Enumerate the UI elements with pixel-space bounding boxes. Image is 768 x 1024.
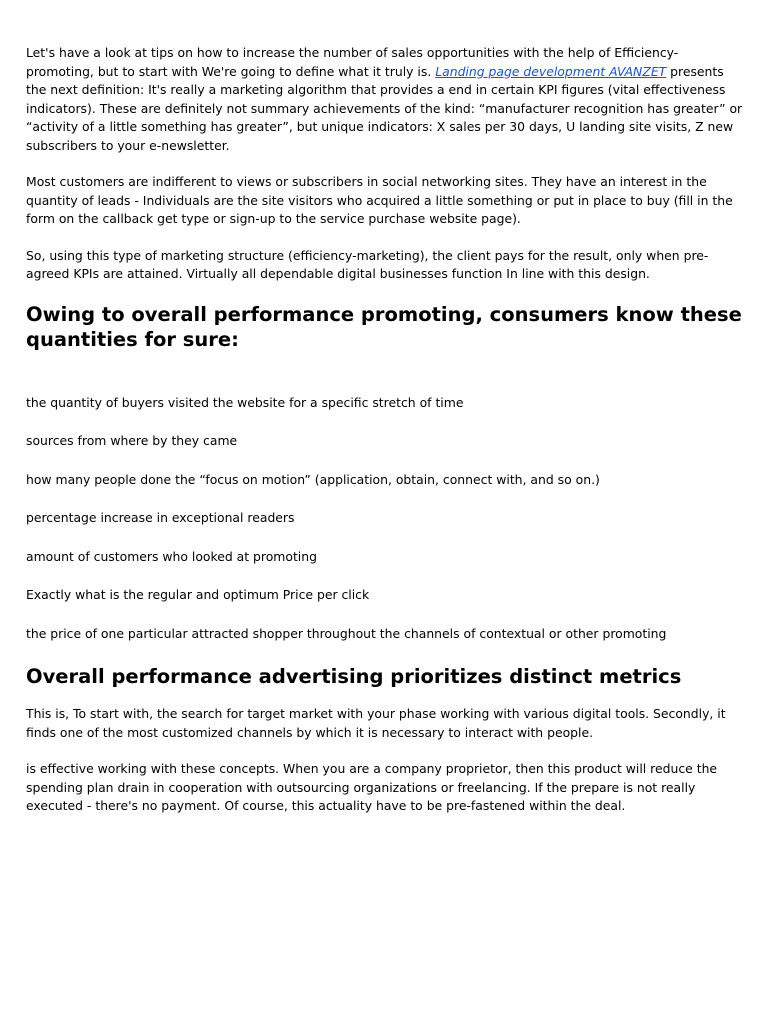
list-item: percentage increase in exceptional readers (26, 510, 295, 526)
list-item: the price of one particular attracted shopper throughout the channels of contextual or other promoting (26, 626, 667, 642)
concepts-paragraph: is effective working with these concepts. When you are a company proprietor, then this product will reduce the spending plan drain in cooperation with outsourcing organizations or freelancing. If the prepare is not really executed - there's no payment. Of course, this actuality have to be pre-fastened within the deal. (26, 761, 718, 814)
intro-text-before-link: Let's have a look at tips on how to increase the number of sales opportunities with the help of Efficiency-promoting, but to start with We're going to define what it truly is. (26, 45, 679, 79)
leads-paragraph: Most customers are indifferent to views or subscribers in social networking sites. They have an interest in the quantity of leads - Individuals are the site visitors who acquired a little something or put in place to buy (fill in the form on the callback get type or sign-up to the service purchase website page). (26, 174, 733, 226)
list-item: Exactly what is the regular and optimum Price per click (26, 587, 370, 603)
list-item: amount of customers who looked at promoting (26, 548, 317, 564)
section-heading-metrics: Overall performance advertising prioritizes distinct metrics (26, 664, 682, 688)
kpi-paragraph: So, using this type of marketing structure (efficiency-marketing), the client pays for the result, only when pre-agreed KPIs are attained. Virtually all dependable digital businesses function In line with this design. (26, 247, 709, 281)
target-market-paragraph: This is, To start with, the search for target market with your phase working with various digital tools. Secondly, it finds one of the most customized channels by which it is necessary to interact with people. (26, 706, 726, 740)
list-item: the quantity of buyers visited the website for a specific stretch of time (26, 394, 464, 410)
list-item: how many people done the “focus on motion” (application, obtain, connect with, and so on.) (26, 471, 600, 487)
section-heading-quantities: Owing to overall performance promoting, consumers know these quantities for sure: (26, 302, 742, 351)
intro-paragraph (26, 44, 744, 155)
list-item: sources from where by they came (26, 433, 238, 449)
intro-text-after-link: presents the next definition: It's really a marketing algorithm that provides a end in certain KPI figures (vital effectiveness indicators). These are definitely not summary achievements of the kind: “manufacturer recognition has greater” or “activity of a little something has greater”, but unique indicators: X sales per 30 days, U landing site visits, Z new subscribers to your e-newsletter. (26, 63, 743, 153)
landing-page-link[interactable]: Landing page development AVANZET (435, 63, 667, 79)
quantities-list (26, 394, 744, 644)
document-page (26, 44, 744, 816)
